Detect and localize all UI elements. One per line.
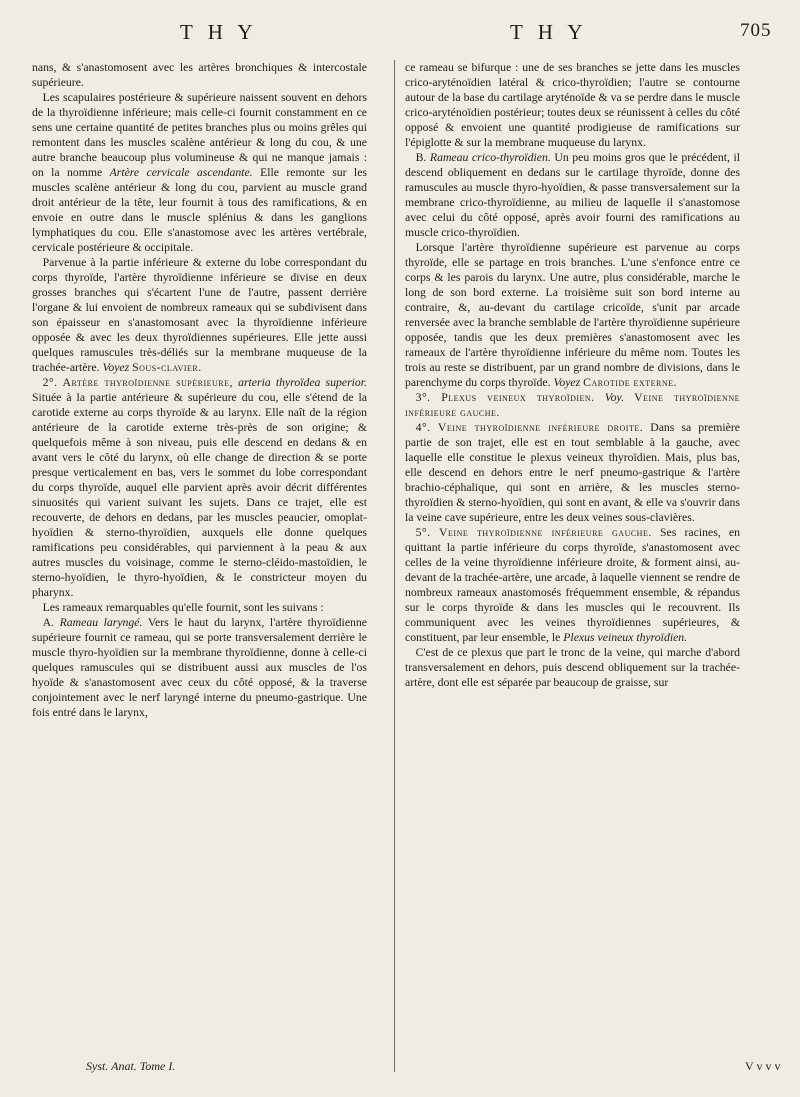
cross-ref: Carotide externe.	[583, 376, 677, 389]
term: Rameau laryngé.	[59, 616, 143, 629]
cross-ref-voyez: Voyez	[102, 361, 130, 374]
paragraph-text: Ses racines, en quittant la partie inférieure du corps thyroïde, s'anastomosent avec celles de la veine thyroïdienne inférieure droite, & forment ainsi, au-devant de la trachée-artère, une arcade, à laquelle viennent se rendre de nombreux rameaux anastomosés fréquemment ensemble, & répandus sur le corps thyroïde & dans les muscles qui le recouvrent. Ils communiquent avec les veines thyroïdiennes supérieures, & constituent, par leur ensemble, le	[405, 526, 741, 644]
signature-right: V v v v	[745, 1059, 781, 1073]
subsection-letter: B.	[415, 151, 427, 164]
subsection-letter: A.	[42, 616, 54, 629]
entry-heading: 4°. Veine thyroïdienne inférieure droite.	[415, 421, 644, 434]
running-head-left: T H Y	[180, 20, 258, 44]
paragraph	[32, 615, 367, 720]
paragraph: ce rameau se bifurque : une de ses branches se jette dans les muscles crico-aryténoïdien latéral & crico-thyroïdien; l'autre se contourne autour de la base du cartilage aryténoïde & va se perdre dans le muscle crico-aryténoïdien postérieur; toutes deux se réunissent à celles du côté opposé & envoient une quantité prodigieuse de ramifications sur l'épiglotte & sur la membrane muqueuse du larynx.	[405, 61, 740, 149]
cross-ref: Veine thyroïdienne inférieure gauche.	[405, 391, 740, 419]
term: Rameau crico-thyroïdien.	[429, 151, 551, 164]
entry	[32, 375, 367, 600]
entry	[405, 420, 740, 525]
cross-ref: Sous-clavier.	[132, 361, 202, 374]
page-number: 705	[740, 20, 772, 41]
paragraph-text: Vers le haut du larynx, l'artère thyroïdienne supérieure fournit ce rameau, qui se porte transversalement derrière le muscle thyro-hyoïdien sur la membrane thyroïdienne, donne à celle-ci quelques ramuscules qui se distribuent aussi aux muscles de l'os hyoïde & s'anastomosent avec ceux du côté opposé, & la traverse conjointement avec le nerf laryngé interne du pneumo-gastrique. Une fois entré dans le larynx,	[32, 616, 367, 719]
left-column	[32, 60, 367, 720]
running-head-right: T H Y	[510, 20, 588, 44]
paragraph	[32, 255, 367, 375]
entry-heading: 5°. Veine thyroïdienne inférieure gauche.	[415, 526, 652, 539]
term: Plexus veineux thyroïdien.	[563, 631, 688, 644]
cross-ref-voyez: Voyez	[553, 376, 581, 389]
entry-heading: 3°. Plexus veineux thyroïdien.	[415, 391, 595, 404]
paragraph-text: Les scapulaires postérieure & supérieure naissent souvent en dehors de la thyroïdienne inférieure; mais celle-ci fournit constamment en ce sens une certaine quantité de petites branches plus ou moins grêles qui remontent dans les muscles scalène antérieur & long du cou, & une autre branche beaucoup plus volumineuse & qui ne manque jamais : on la nomme	[32, 91, 367, 179]
paragraph: nans, & s'anastomosent avec les artères bronchiques & intercostale supérieure.	[32, 61, 367, 89]
paragraph-text: Elle remonte sur les muscles scalène antérieur & long du cou, parvient au muscle grand droit antérieur de la tête, leur fournit à tous des ramifications, & en envoie en outre dans le muscle splénius & dans les ganglions lymphatiques du cou. Elle s'anastomose avec les artères vertébrale, cervicale postérieure & occipitale.	[32, 166, 367, 254]
term: Artère cervicale ascendante.	[109, 166, 253, 179]
cross-ref-voy: Voy.	[604, 391, 625, 404]
latin-term: arteria thyroïdea superior.	[238, 376, 367, 389]
paragraph	[32, 90, 367, 255]
right-column	[405, 60, 740, 690]
paragraph: Les rameaux remarquables qu'elle fournit, sont les suivans :	[42, 601, 324, 614]
signature-left	[86, 1059, 175, 1074]
signature-text: Syst. Anat. Tome I.	[86, 1059, 176, 1073]
entry-heading: 2°. Artère thyroïdienne supérieure,	[42, 376, 233, 389]
paragraph	[405, 150, 740, 240]
paragraph-text: Parvenue à la partie inférieure & externe du lobe correspondant du corps thyroïde, l'artère thyroïdienne inférieure se divise en deux grosses branches qui s'écartent l'une de l'autre, passent derrière l'organe & lui envoient de nombreux rameaux qui se subdivisent dans son épaisseur en s'anastomosant avec la thyroïdienne inférieure opposée & avec les deux thyroïdiennes supérieures. Elle jette aussi quelques ramuscules très-déliés sur la membrane muqueuse de la trachée-artère.	[32, 256, 367, 374]
paragraph: C'est de ce plexus que part le tronc de la veine, qui marche d'abord transversalement en dehors, puis descend obliquement sur la trachée-artère, dont elle est séparée par beaucoup de graisse, sur	[405, 646, 740, 689]
entry	[405, 525, 740, 645]
paragraph-text: Un peu moins gros que le précédent, il descend obliquement en dedans sur le cartilage thyroïde, donne des ramuscules au muscle thyro-hyoïdien, & passe transversalement sur la membrane crico-thyroïdienne, au milieu de laquelle il s'anastomose avec celui du côté opposé, après avoir fourni des ramifications au muscle crico-thyroïdien.	[405, 151, 741, 239]
column-divider	[394, 60, 395, 1072]
paragraph-text: Lorsque l'artère thyroïdienne supérieure est parvenue au corps thyroïde, elle se partage en trois branches. L'une s'enfonce entre ce corps & les parois du larynx. Une autre, plus considérable, marche le long de son bord externe. La troisième suit son bord interne au contraire, &, au-devant du cartilage cricoïde, s'unit par arcade renversée avec la branche semblable de l'artère thyroïdienne supérieure opposée, tandis que les deux premières s'anastomosent avec les rameaux de l'artère thyroïdienne inférieure du même nom. Toutes les trois au reste se distribuent, par un grand nombre de divisions, dans le parenchyme du corps thyroïde.	[405, 241, 740, 389]
paragraph-text: Située à la partie antérieure & supérieure du cou, elle s'étend de la carotide externe au corps thyroïde & au larynx. Elle naît de la région antérieure de la carotide externe très-près de son origine; & quelquefois même à son niveau, puis elle descend en dedans & en avant vers le côté du larynx, où elle change de direction & se porte presque verticalement en bas, vers le sommet du lobe correspondant du corps thyroïde, auquel elle parvient après avoir décrit différentes sinuosités qui varient suivant les sujets. Dans ce trajet, elle est recouverte, de dehors en dedans, par les muscles peaucier, omoplat-hyoïdien & sterno-thyroïdien, auxquels elle donne quelques ramifications peu considérables, qui parviennent à la peau & aux autres muscles du voisinage, comme le sterno-cléido-mastoïdien, le sterno-hyoïdien, le thyro-hyoïdien, & le constricteur moyen du pharynx.	[32, 391, 367, 599]
paragraph	[405, 240, 740, 390]
entry	[405, 390, 740, 420]
paragraph-text: Dans sa première partie de son trajet, elle est en tout semblable à la gauche, avec laquelle elle constitue le plexus veineux thyroïdien. Mais, plus bas, elle descend en dehors entre le nerf pneumo-gastrique & l'artère brachio-céphalique, qui sont en arrière, & les muscles sterno-thyroïdien & sterno-hyoïdien, qui sont en avant, & elle va s'ouvrir dans la veine cave supérieure, entre les deux veines sous-clavières.	[405, 421, 740, 524]
